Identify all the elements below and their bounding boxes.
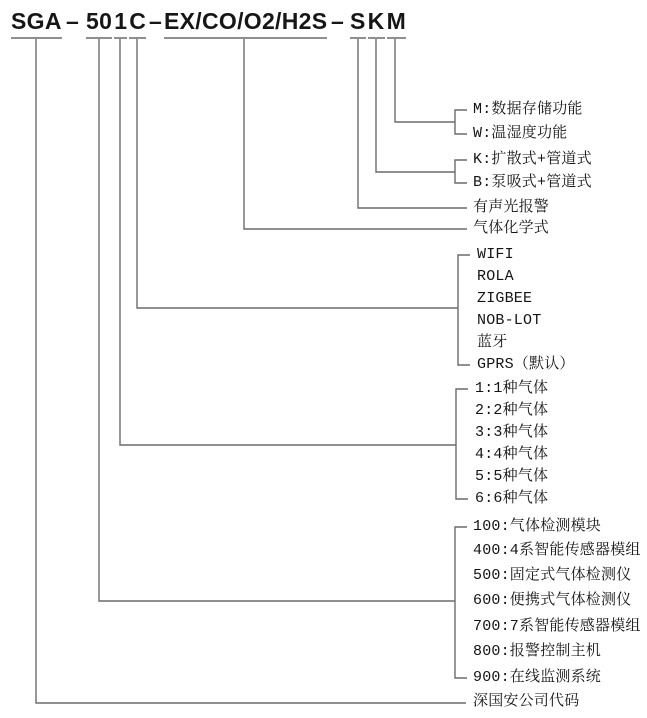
alarm-connector-line	[358, 37, 467, 208]
sampling-option-label: B:泵吸式+管道式	[473, 174, 592, 191]
gas-count-option-label: 5:5种气体	[475, 468, 549, 485]
gas-count-connector-line	[120, 37, 456, 445]
gas-formula-connector-line	[244, 37, 467, 229]
series-option-label: 600:便携式气体检测仪	[473, 592, 632, 609]
wireless-bracket	[458, 255, 470, 365]
gas-count-option-label: 3:3种气体	[475, 424, 549, 441]
gas-count-option-label: 6:6种气体	[475, 490, 549, 507]
function-option-label: M:数据存储功能	[473, 101, 583, 118]
wireless-option-label: WIFI	[477, 246, 514, 263]
gas-formula-label: 气体化学式	[473, 220, 550, 237]
gas-count-option-label: 4:4种气体	[475, 446, 549, 463]
code-gases-text: EX/CO/O2/H2S	[164, 8, 327, 39]
series-option-label: 500:固定式气体检测仪	[473, 567, 632, 584]
code-sampling-text: K	[368, 8, 385, 39]
code-segment-skm	[350, 8, 406, 39]
sampling-bracket	[455, 160, 467, 183]
code-separator-1: –	[66, 8, 80, 34]
sampling-option-label: K:扩散式+管道式	[473, 151, 592, 168]
company-connector-line	[36, 37, 466, 703]
series-bracket	[455, 527, 467, 678]
wireless-option-label: ROLA	[477, 268, 514, 285]
code-company-prefix-text: SGA	[11, 8, 62, 39]
wireless-connector-line	[137, 37, 458, 308]
wireless-option-label: GPRS（默认）	[477, 356, 575, 373]
code-gas-count-text: 1	[114, 8, 127, 39]
gas-count-option-label: 2:2种气体	[475, 402, 549, 419]
alarm-label: 有声光报警	[473, 199, 550, 216]
code-segment-gases	[164, 8, 327, 39]
wireless-option-label: NOB-LOT	[477, 312, 542, 329]
wireless-option-label: ZIGBEE	[477, 290, 533, 307]
wireless-option-label: 蓝牙	[477, 334, 508, 351]
series-option-label: 900:在线监测系统	[473, 669, 602, 686]
code-function-text: M	[387, 8, 406, 39]
function-connector-line	[395, 37, 455, 122]
code-communication-text: C	[129, 8, 146, 39]
function-bracket	[455, 110, 467, 134]
code-segment-501c	[86, 8, 146, 39]
gas-count-bracket	[456, 389, 468, 499]
sampling-connector-line	[376, 37, 455, 172]
series-option-label: 800:报警控制主机	[473, 643, 602, 660]
series-option-label: 400:4系智能传感器模组	[473, 542, 641, 559]
function-option-label: W:温湿度功能	[473, 125, 568, 142]
code-series-text: 50	[86, 8, 112, 39]
company-code-label: 深国安公司代码	[473, 693, 580, 710]
code-separator-3: –	[331, 8, 345, 34]
code-alarm-text: S	[350, 8, 366, 39]
series-option-label: 100:气体检测模块	[473, 518, 602, 535]
gas-count-option-label: 1:1种气体	[475, 380, 549, 397]
code-segment-company-prefix	[11, 8, 62, 39]
series-connector-line	[99, 37, 455, 601]
series-option-label: 700:7系智能传感器模组	[473, 618, 641, 635]
code-separator-2: –	[149, 8, 163, 34]
